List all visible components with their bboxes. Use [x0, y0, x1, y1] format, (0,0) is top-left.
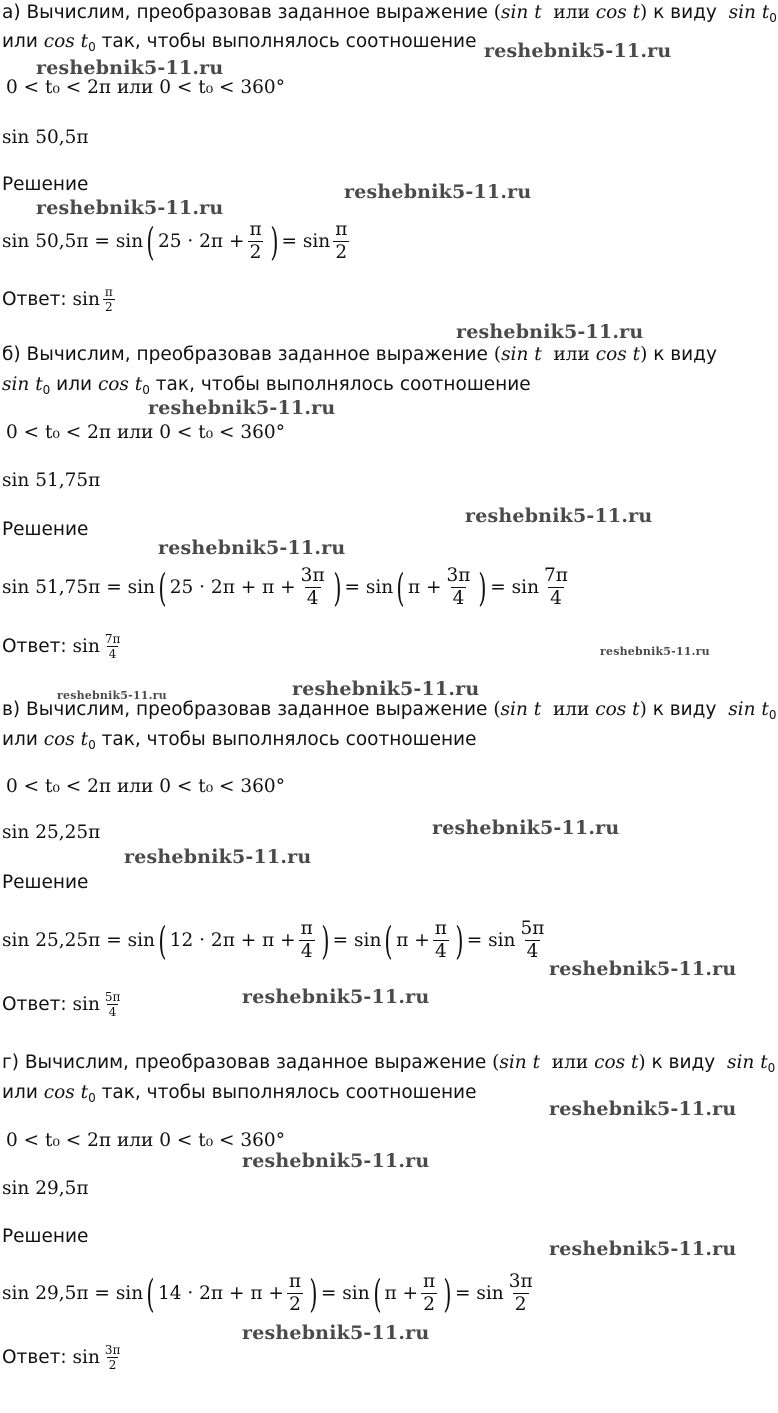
part-a-cos-t: cos t	[595, 2, 641, 23]
part-v-or-word: или	[552, 699, 590, 720]
part-v-k-vidu: к виду	[652, 699, 717, 720]
watermark: reshebnik5-11.ru	[36, 197, 224, 219]
part-g-cos-t0: cos t	[43, 1082, 89, 1103]
part-a-intro-line-2: или $\cos t_0$ так, чтобы выполнялось соотношение	[2, 31, 477, 54]
part-a-or-word: или	[553, 2, 590, 23]
part-g-eq-mid: = sin	[320, 1283, 370, 1304]
part-b-cos-t: cos t	[595, 344, 641, 365]
part-v-result-fraction: $\frac{5\pi}{4}$	[520, 918, 545, 962]
part-a-eq-result: = sin	[281, 231, 331, 252]
part-a-letter: а)	[2, 2, 21, 23]
part-g-intro-line-2: или $\cos t_0$ так, чтобы выполнялось соотношение	[2, 1082, 477, 1105]
watermark: reshebnik5-11.ru	[292, 678, 480, 700]
part-g-cos-t: cos t	[594, 1052, 639, 1073]
part-v-sin-t: sin t	[500, 699, 542, 720]
watermark: reshebnik5-11.ru	[484, 40, 672, 62]
part-a-answer-label: Ответ:	[2, 289, 67, 310]
part-a-or-word-2: или	[2, 31, 38, 52]
part-b-letter: б)	[2, 344, 21, 365]
part-g-intro-text-2: так, чтобы выполнялось соотношение	[101, 1082, 477, 1103]
part-v-answer-label: Ответ:	[2, 994, 67, 1015]
watermark: reshebnik5-11.ru	[456, 321, 644, 343]
part-b-sin-t: sin t	[501, 344, 542, 365]
part-v-sin-t0: sin t	[728, 699, 769, 720]
part-a-intro-text: Вычислим, преобразовав заданное выражение	[26, 2, 488, 23]
part-g-equation: sin 29,5π = sin ( 14 · 2π + π + $\frac{\pi}{2}$ ) = sin ( π + $\frac{\pi}{2}$ ) = sin $\frac{3\pi}{2}$	[2, 1271, 533, 1316]
part-b-answer-label: Ответ:	[2, 636, 67, 657]
part-a-result-fraction: $\frac{\pi}{2}$	[335, 219, 348, 263]
watermark: reshebnik5-11.ru	[344, 181, 532, 203]
watermark: reshebnik5-11.ru	[600, 645, 710, 658]
part-b-intro-text-2: так, чтобы выполнялось соотношение	[155, 374, 531, 395]
watermark: reshebnik5-11.ru	[549, 1098, 737, 1120]
part-b-equation: sin 51,75π = sin ( 25 · 2π + π + $\frac{3\pi}{4}$ ) = sin ( π + $\frac{3\pi}{4}$ ) = sin $\frac{7\pi}{4}$	[2, 565, 568, 610]
watermark: reshebnik5-11.ru	[36, 57, 224, 79]
part-a-eq-lhs: sin 50,5π = sin	[2, 231, 144, 252]
part-v-intro-text-2: так, чтобы выполнялось соотношение	[101, 729, 477, 750]
part-v-cos-t0: cos t	[43, 729, 89, 750]
part-v-inner-fraction: $\frac{\pi}{4}$	[300, 918, 313, 962]
part-b-mid-fraction: $\frac{3\pi}{4}$	[446, 565, 471, 609]
part-g-mid-fraction: $\frac{\pi}{2}$	[423, 1271, 436, 1315]
part-g-expression: sin 29,5π	[2, 1178, 89, 1199]
part-g-mid-pre: π +	[384, 1283, 418, 1304]
part-g-inner-fraction: $\frac{\pi}{2}$	[288, 1271, 302, 1315]
part-v-eq-inner: 12 · 2π + π +	[169, 930, 296, 951]
part-b-eq-inner: 25 · 2π + π +	[169, 577, 296, 598]
part-a-intro-text-2: так, чтобы выполнялось соотношение	[101, 31, 477, 52]
part-v-mid-fraction: $\frac{\pi}{4}$	[434, 918, 447, 962]
watermark: reshebnik5-11.ru	[465, 505, 653, 527]
part-g-condition: 0 < t₀ < 2π или 0 < t₀ < 360°	[6, 1130, 285, 1151]
part-b-answer: Ответ: sin $\frac{7\pi}{4}$	[2, 632, 121, 661]
part-a-answer-fraction: $\frac{\pi}{2}$	[104, 285, 113, 314]
part-v-or-word-2: или	[2, 729, 38, 750]
part-g-or-word: или	[551, 1052, 589, 1073]
part-b-inner-fraction: $\frac{3\pi}{4}$	[300, 565, 325, 609]
part-g-answer-fraction: $\frac{3\pi}{2}$	[104, 1343, 121, 1372]
watermark: reshebnik5-11.ru	[242, 1322, 430, 1344]
part-v-equation: sin 25,25π = sin ( 12 · 2π + π + $\frac{\pi}{4}$ ) = sin ( π + $\frac{\pi}{4}$ ) = sin $\frac{5\pi}{4}$	[2, 918, 545, 963]
part-a-k-vidu: к виду	[653, 2, 717, 23]
part-a-cos-t0: cos t	[43, 31, 89, 52]
part-v-cos-t: cos t	[595, 699, 640, 720]
part-a-inner-fraction: $\frac{\pi}{2}$	[249, 219, 262, 263]
part-g-k-vidu: к виду	[651, 1052, 716, 1073]
watermark: reshebnik5-11.ru	[242, 986, 430, 1008]
part-v-answer-fraction: $\frac{5\pi}{4}$	[104, 990, 121, 1019]
watermark: reshebnik5-11.ru	[432, 817, 620, 839]
watermark: reshebnik5-11.ru	[158, 537, 346, 559]
part-v-expression: sin 25,25π	[2, 822, 101, 843]
part-b-or-word: или	[553, 344, 590, 365]
part-v-intro-line-1: в) Вычислим, преобразовав заданное выражение (sin t или cos t) к виду $\sin t_0$	[2, 699, 777, 722]
part-b-intro-line-2: $\sin t_0$ или $\cos t_0$ так, чтобы выполнялось соотношение	[2, 374, 531, 397]
part-b-eq-result: = sin	[490, 577, 540, 598]
part-v-solution-label: Решение	[2, 872, 89, 893]
part-a-equation: sin 50,5π = sin ( 25 · 2π + $\frac{\pi}{2}$ ) = sin $\frac{\pi}{2}$	[2, 219, 348, 264]
part-g-eq-lhs: sin 29,5π = sin	[2, 1283, 144, 1304]
part-v-eq-result: = sin	[466, 930, 516, 951]
part-b-condition: 0 < t₀ < 2π или 0 < t₀ < 360°	[6, 422, 285, 443]
part-b-expression: sin 51,75π	[2, 470, 101, 491]
part-a-solution-label: Решение	[2, 174, 89, 195]
part-b-answer-fraction: $\frac{7\pi}{4}$	[104, 632, 121, 661]
part-v-eq-lhs: sin 25,25π = sin	[2, 930, 155, 951]
part-a-eq-inner: 25 · 2π +	[157, 231, 245, 252]
part-b-eq-lhs: sin 51,75π = sin	[2, 577, 155, 598]
part-g-answer: Ответ: sin $\frac{3\pi}{2}$	[2, 1343, 121, 1372]
part-b-eq-mid: = sin	[344, 577, 394, 598]
part-b-intro-text: Вычислим, преобразовав заданное выражение	[26, 344, 488, 365]
part-a-sin-t0: sin t	[728, 2, 770, 23]
part-v-answer: Ответ: sin $\frac{5\pi}{4}$	[2, 990, 121, 1019]
part-v-condition: 0 < t₀ < 2π или 0 < t₀ < 360°	[6, 776, 285, 797]
part-g-or-word-2: или	[2, 1082, 38, 1103]
part-a-sin-t: sin t	[500, 2, 542, 23]
part-b-k-vidu: к виду	[653, 344, 717, 365]
part-g-sin-t0: sin t	[727, 1052, 768, 1073]
part-b-solution-label: Решение	[2, 519, 89, 540]
part-v-intro-text: Вычислим, преобразовав заданное выражение	[26, 699, 488, 720]
watermark: reshebnik5-11.ru	[242, 1150, 430, 1172]
part-g-eq-result: = sin	[455, 1283, 504, 1304]
part-g-intro-text: Вычислим, преобразовав заданное выражение	[24, 1052, 487, 1073]
watermark: reshebnik5-11.ru	[549, 1238, 737, 1260]
part-b-cos-t0: cos t	[97, 374, 143, 395]
part-a-condition: 0 < t₀ < 2π или 0 < t₀ < 360°	[6, 77, 285, 98]
watermark: reshebnik5-11.ru	[124, 846, 312, 868]
part-v-eq-mid: = sin	[332, 930, 382, 951]
part-g-solution-label: Решение	[2, 1226, 89, 1247]
watermark: reshebnik5-11.ru	[57, 689, 167, 702]
part-a-expression: sin 50,5π	[2, 127, 89, 148]
part-b-or-word-2: или	[56, 374, 93, 395]
part-g-letter: г)	[2, 1052, 19, 1073]
part-b-sin-t0: sin t	[2, 374, 43, 395]
part-b-intro-line-1: б) Вычислим, преобразовав заданное выражение (sin t или cos t) к виду	[2, 344, 717, 365]
part-b-result-fraction: $\frac{7\pi}{4}$	[544, 565, 568, 609]
part-v-intro-line-2: или $\cos t_0$ так, чтобы выполнялось соотношение	[2, 729, 477, 752]
part-g-eq-inner: 14 · 2π + π +	[157, 1283, 284, 1304]
watermark: reshebnik5-11.ru	[549, 958, 737, 980]
part-g-answer-label: Ответ:	[2, 1347, 67, 1368]
part-g-intro-line-1: г) Вычислим, преобразовав заданное выражение (sin t или cos t) к виду $\sin t_0$	[2, 1052, 776, 1075]
part-b-mid-pre: π +	[407, 577, 442, 598]
part-a-answer: Ответ: sin $\frac{\pi}{2}$	[2, 285, 113, 314]
part-g-result-fraction: $\frac{3\pi}{2}$	[508, 1271, 533, 1315]
part-g-sin-t: sin t	[499, 1052, 540, 1073]
watermark: reshebnik5-11.ru	[148, 397, 336, 419]
part-v-letter: в)	[2, 699, 21, 720]
part-v-mid-pre: π +	[396, 930, 430, 951]
part-a-intro-line-1: а) Вычислим, преобразовав заданное выражение (sin t или cos t) к виду $\sin t_0$	[2, 2, 777, 25]
